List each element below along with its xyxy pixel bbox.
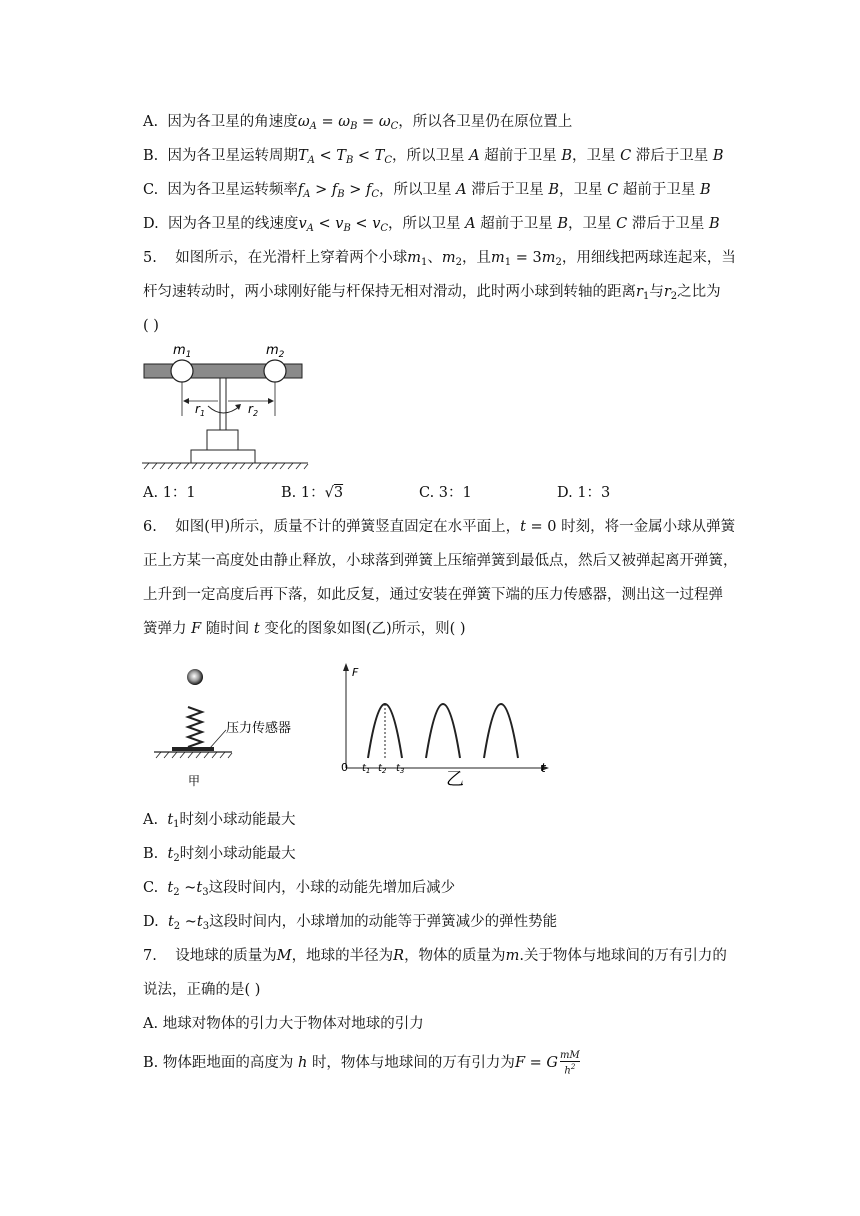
- option-text: 这段时间内，小球的动能先增加后减少: [208, 880, 456, 896]
- question-number: 5.: [143, 250, 157, 266]
- axis-f-label: F: [352, 666, 359, 679]
- option-label: D.: [143, 216, 159, 232]
- stem-text: 时刻，将一金属小球从弹簧: [561, 519, 736, 535]
- option-label: B.: [143, 148, 159, 164]
- option-text: ，卫星: [568, 216, 612, 232]
- option-text: 超前于卫星: [484, 148, 557, 164]
- option-text: 因为各卫星的线速度: [167, 216, 299, 232]
- ball-m1: [171, 360, 193, 382]
- option-text: ，所以卫星: [392, 148, 465, 164]
- stem-text: ，用细线把两球连起来，当: [561, 250, 736, 266]
- pressure-sensor: [172, 747, 214, 751]
- question-number: 7.: [143, 948, 157, 964]
- q7-stem-line2: 说法，正确的是( ): [143, 982, 261, 998]
- option-text: 滞后于卫星: [471, 182, 544, 198]
- option-text: 时刻小球动能最大: [179, 846, 296, 862]
- q5-options: [143, 483, 695, 503]
- sensor-label: 压力传感器: [226, 721, 292, 736]
- m2-label: $m_2$: [266, 343, 285, 360]
- stem-text: 杆匀速转动时，两小球刚好能与杆保持无相对滑动，此时两小球到转轴的距离: [143, 284, 636, 300]
- spring: [188, 707, 202, 747]
- stem-text: 如图(甲)所示，质量不计的弹簧竖直固定在水平面上，: [175, 519, 521, 535]
- option-text: ，所以卫星: [379, 182, 452, 198]
- q6-option-b: B. $t_2$时刻小球动能最大: [143, 846, 296, 864]
- m1-label: $m_1$: [173, 343, 192, 360]
- option-text: 因为各卫星运转频率: [167, 182, 298, 198]
- q6-option-c: C. $t_2$ $\sim t_3$这段时间内，小球的动能先增加后减少: [143, 880, 456, 898]
- option-text: 因为各卫星运转周期: [167, 148, 298, 164]
- r1-label: $r_1$: [195, 402, 206, 418]
- question-number: 6.: [143, 519, 157, 535]
- q6-stem-line1: 6. 如图(甲)所示，质量不计的弹簧竖直固定在水平面上，t = 0 时刻，将一金属小球从弹簧: [143, 519, 736, 535]
- option-text: 这段时间内，小球增加的动能等于弹簧减少的弹性势能: [209, 914, 558, 930]
- stem-text: 之比为: [677, 284, 721, 300]
- q5-option-c: C. 3：1: [419, 485, 472, 501]
- stem-text: 与: [649, 284, 664, 300]
- q5-answer-blank: ( ): [143, 318, 159, 334]
- option-text: ，所以各卫星仍在原位置上: [398, 114, 573, 130]
- yi-label: 乙: [446, 769, 464, 790]
- spring-force-figure: [150, 660, 560, 790]
- force-pulse-3: [484, 704, 518, 758]
- option-text: 因为各卫星的角速度: [167, 114, 298, 130]
- option-text: ，所以卫星: [388, 216, 461, 232]
- q5-option-a: A. 1：1: [143, 485, 196, 501]
- q7-option-a: A. 地球对物体的引力大于物体对地球的引力: [143, 1016, 424, 1032]
- ball-m2: [264, 360, 286, 382]
- option-text: 超前于卫星: [622, 182, 696, 198]
- q6-stem-line3: 上升到一定高度后再下落，如此反复，通过安装在弹簧下端的压力传感器，测出这一过程弹: [143, 587, 723, 603]
- q6-option-a: A. $t_1$时刻小球动能最大: [143, 812, 296, 830]
- option-text: ，卫星: [559, 182, 603, 198]
- q5-option-b: B. 1：√3: [281, 485, 344, 501]
- axis-t-label: t: [541, 761, 546, 775]
- q5-stem-line1: 5. 如图所示，在光滑杆上穿着两个小球$m_1$、$m_2$，且$m_1 = 3m_2$，用细线把两球连起来，当: [143, 250, 736, 268]
- q4-option-a: A. 因为各卫星的角速度$\omega_A = \omega_B = \omega_C$，所以各卫星仍在原位置上: [143, 114, 573, 132]
- stem-text: 变化的图象如图(乙)所示，则( ): [264, 621, 466, 637]
- fraction: $\frac{mM}{h^2}$: [559, 1050, 580, 1077]
- q4-option-d: D. 因为各卫星的线速度$v_A < v_B < v_C$，所以卫星 A 超前于卫星 B，卫星 C 滞后于卫星 B: [143, 216, 720, 234]
- option-text: 时刻小球动能最大: [179, 812, 296, 828]
- q6-stem-line2: 正上方某一高度处由静止释放，小球落到弹簧上压缩弹簧到最低点，然后又被弹起离开弹簧，: [143, 553, 738, 569]
- q7-option-b: B. 物体距地面的高度为 h 时，物体与地球间的万有引力为F = G $\frac{mM}{h^2}$: [143, 1050, 580, 1077]
- t3-tick: $t_3$: [396, 763, 405, 775]
- option-text: 滞后于卫星: [631, 216, 705, 232]
- option-label: A.: [143, 114, 159, 130]
- q4-option-c: C. 因为各卫星运转频率$f_A > f_B > f_C$，所以卫星 A 滞后于卫星 B，卫星 C 超前于卫星 B: [143, 182, 711, 200]
- rotating-rod-figure: [140, 338, 315, 470]
- stem-text: ，地球的半径为: [291, 948, 394, 964]
- stem-text: ，且: [462, 250, 492, 266]
- metal-ball: [187, 669, 203, 685]
- q7-stem-line1: 7. 设地球的质量为M，地球的半径为R，物体的质量为m.关于物体与地球间的万有引力的: [143, 948, 727, 964]
- option-label: C.: [143, 182, 159, 198]
- stem-text: 如图所示，在光滑杆上穿着两个小球: [175, 250, 408, 266]
- option-text: ，卫星: [571, 148, 616, 164]
- option-text: B. 物体距地面的高度为: [143, 1055, 294, 1072]
- stem-text: 设地球的质量为: [175, 948, 277, 964]
- stem-text: 随时间: [205, 621, 250, 637]
- stem-text: 簧弹力: [143, 621, 187, 637]
- option-text: 超前于卫星: [480, 216, 553, 232]
- q4-option-b: B. 因为各卫星运转周期$T_A < T_B < T_C$，所以卫星 A 超前于卫星 B，卫星 C 滞后于卫星 B: [143, 148, 724, 166]
- force-pulse-2: [426, 704, 460, 758]
- q6-stem-line4: 簧弹力 F 随时间 t 变化的图象如图(乙)所示，则( ): [143, 621, 466, 637]
- q6-option-d: D. $t_2$ $\sim t_3$这段时间内，小球增加的动能等于弹簧减少的弹性势能: [143, 914, 558, 932]
- q5-stem-line2: 杆匀速转动时，两小球刚好能与杆保持无相对滑动，此时两小球到转轴的距离$r_1$与$r_2$之比为: [143, 284, 721, 302]
- option-text: 滞后于卫星: [635, 148, 709, 164]
- t2-tick: $t_2$: [378, 763, 387, 775]
- option-text: 时，物体与地球间的万有引力为: [311, 1055, 515, 1072]
- stem-text: .关于物体与地球间的万有引力的: [519, 948, 727, 964]
- q5-option-d: D. 1：3: [557, 485, 611, 501]
- jia-label: 甲: [188, 774, 201, 788]
- r2-label: $r_2$: [248, 402, 259, 418]
- stem-text: ，物体的质量为: [404, 948, 506, 964]
- origin-label: 0: [341, 761, 348, 774]
- t1-tick: $t_1$: [362, 763, 371, 775]
